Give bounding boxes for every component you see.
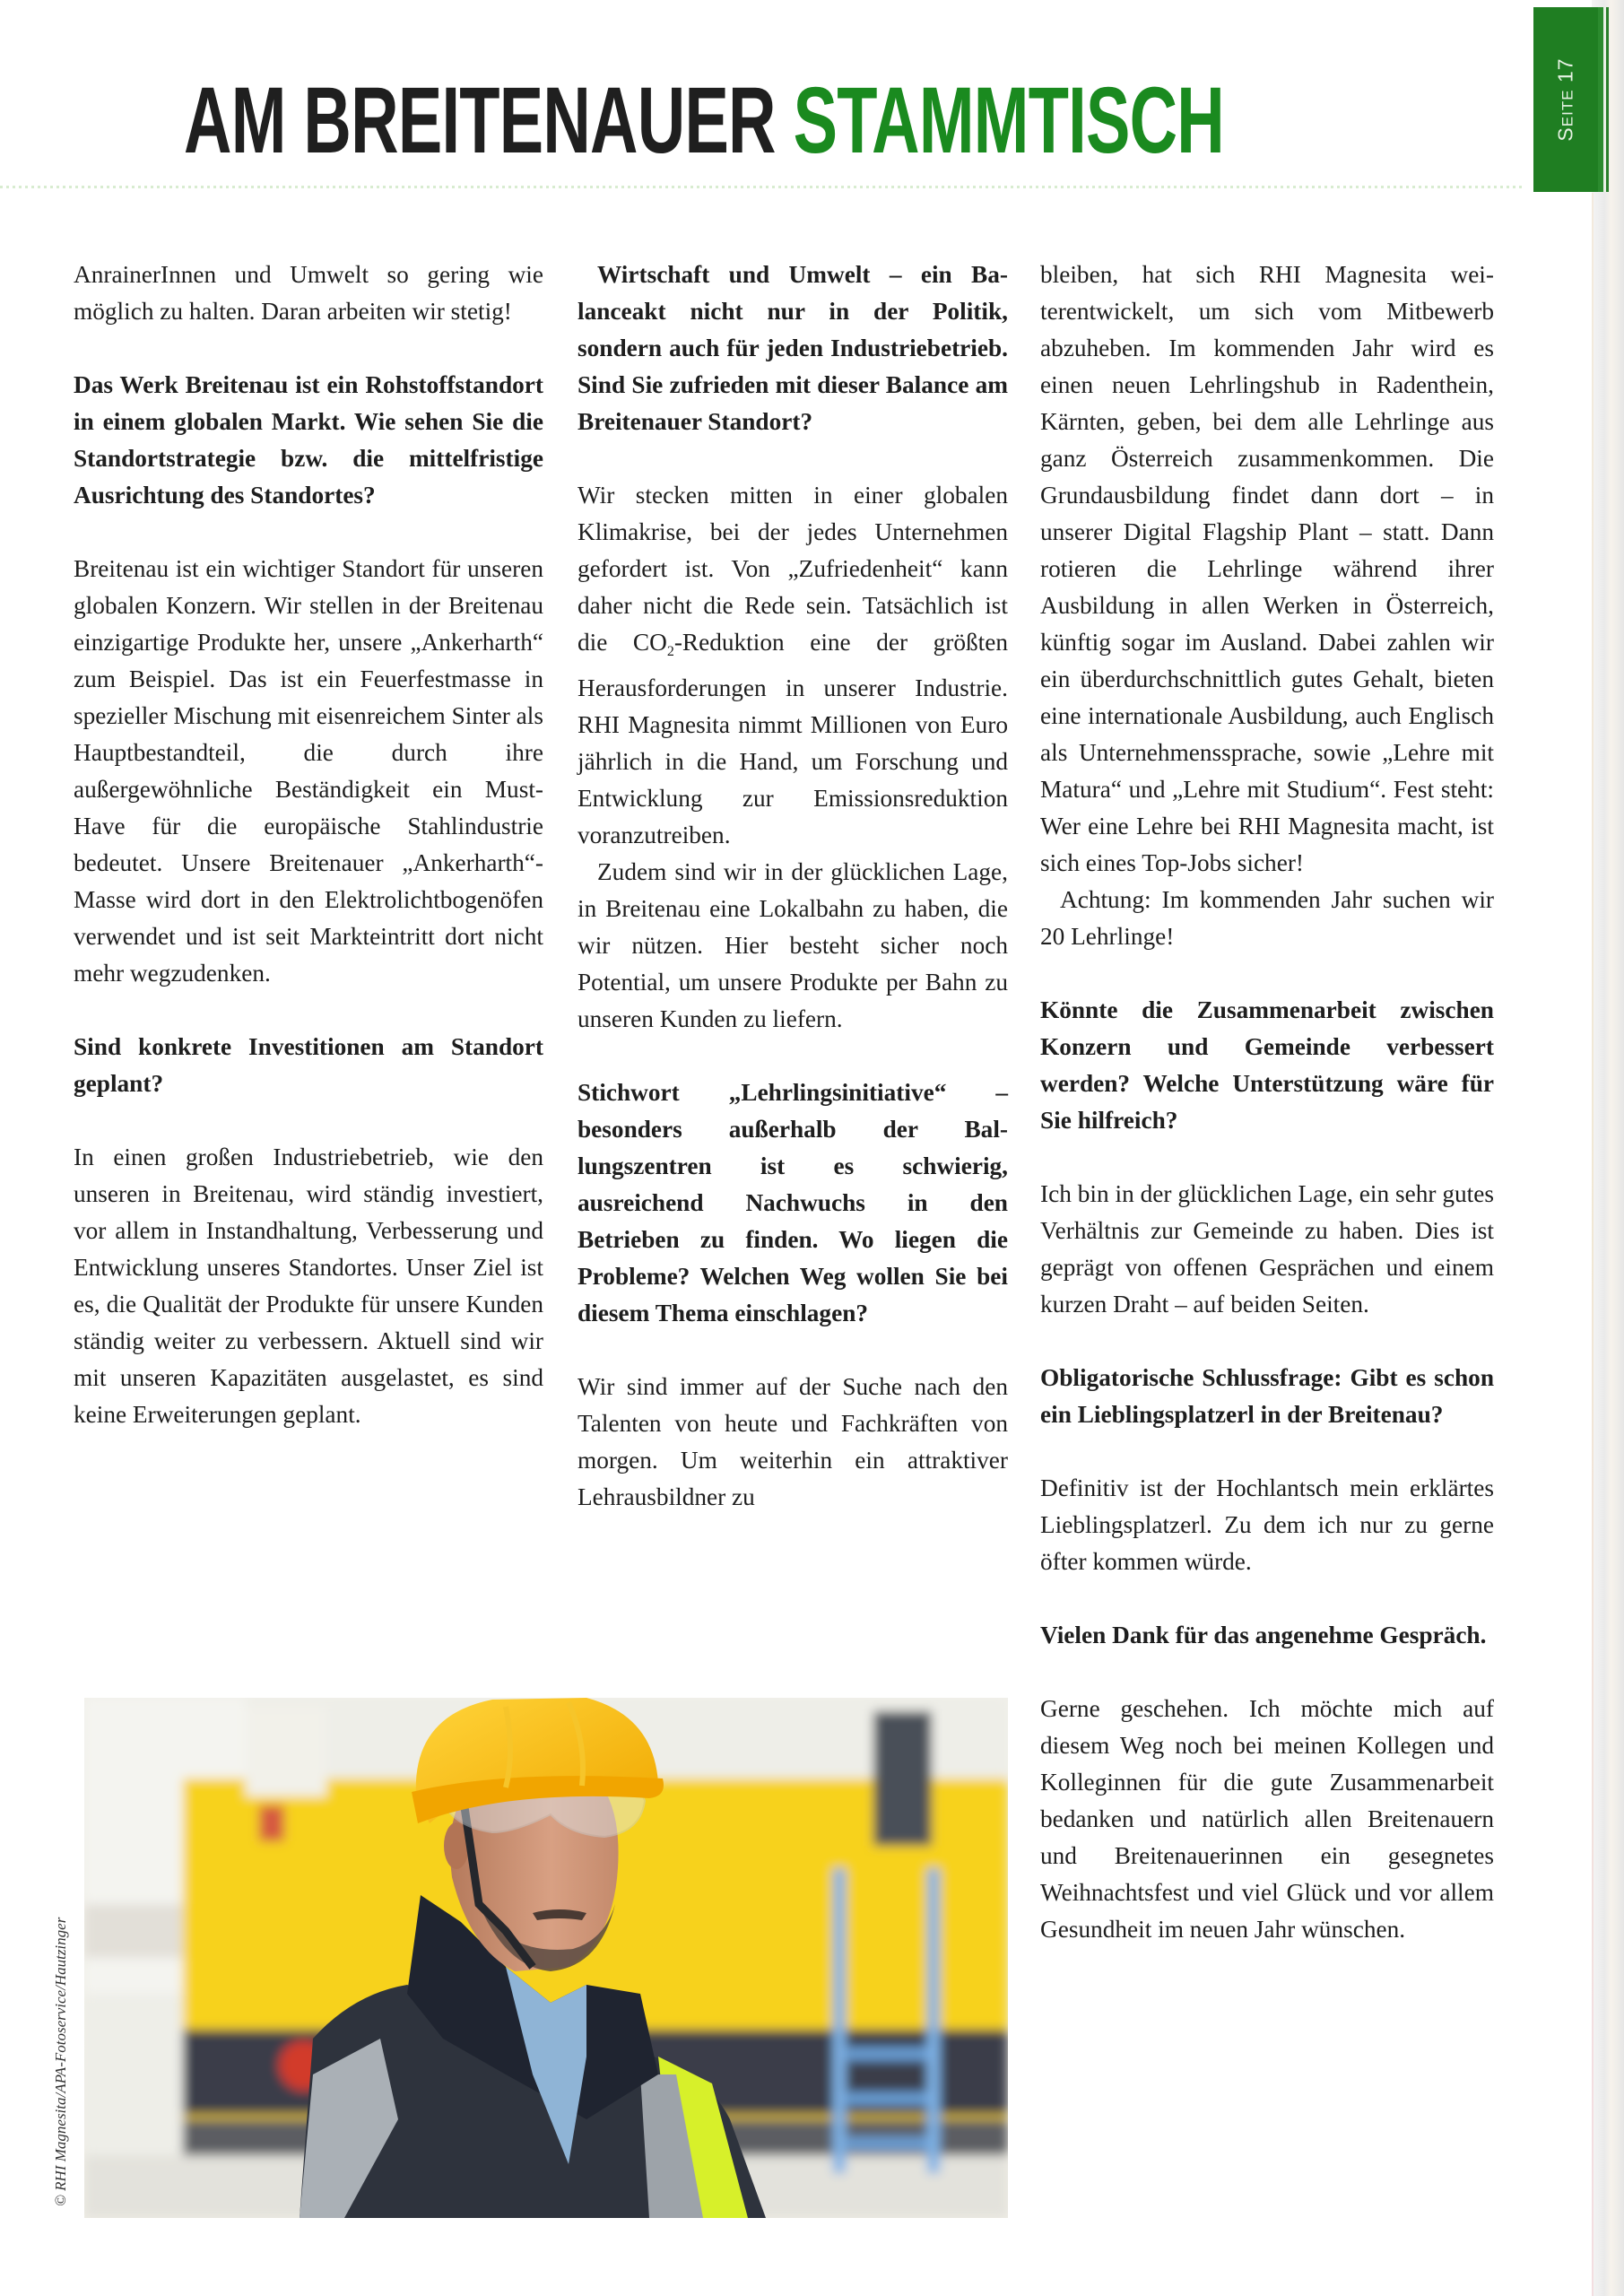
answer-paragraph: Zudem sind wir in der glücklichen Lage, in Breitenau eine Lokalbahn zu haben, die wir nützen. Hier besteht sicher noch Potential, um unsere Produkte per Bahn zu unseren Kunden zu liefern.	[578, 858, 1008, 1032]
page-edge	[1592, 0, 1624, 2296]
answer-paragraph: In einen großen Industriebetrieb, wie den unseren in Breitenau, wird ständig investiert, vor allem in Instandhaltung, Verbesserung und Entwicklung unseres Standortes. Unser Ziel ist es, die Qualität der Produkte für unsere Kunden ständig weiter zu verbessern. Aktuell sind wir mit unseren Kapazitäten ausgelastet, es sind keine Erweiterungen geplant.	[74, 1144, 543, 1428]
interview-question: Sind konkrete Investitionen am Standort geplant?	[74, 1033, 543, 1097]
answer-paragraph: AnrainerInnen und Umwelt so gering wie möglich zu halten. Daran arbeiten wir stetig!	[74, 261, 543, 325]
answer-paragraph: Wir stecken mitten in einer globalen Klimakrise, bei der jedes Unternehmen gefordert ist. Von „Zufriedenheit“ kann daher nicht die Rede sein. Tatsächlich ist die $CO_2$-Reduktion eine der größten Herausforderungen in unserer Industrie. RHI Magnesita nimmt Millionen von Euro jährlich in die Hand, um Forschung und Entwicklung zur Emissionsreduktion voranzutreiben.	[578, 482, 1009, 848]
interview-question: Vielen Dank für das angenehme Gespräch.	[1040, 1622, 1487, 1648]
page-number: 17	[1553, 57, 1577, 83]
article-column-1	[74, 257, 543, 1433]
answer-paragraph: Wir sind immer auf der Suche nach den Talenten von heute und Fachkräften von morgen. Um weiterhin ein attraktiver Lehrausbildner zu	[578, 1373, 1008, 1510]
subscript: 2	[666, 644, 674, 659]
answer-paragraph: bleiben, hat sich RHI Magnesita weiterentwickelt, um sich vom Mitbewerb abzuheben. Im kommenden Jahr wird es einen neuen Lehrlingshub in Radenthein, Kärnten, geben, bei dem alle Lehrlinge aus ganz Österreich zusammenkommen. Die Grundausbildung findet dann dort – in unserer Digital Flagship Plant – statt. Dann rotieren die Lehrlinge während ihrer Ausbildung in allen Werken in Österreich, künftig sogar im Ausland. Dabei zahlen wir ein überdurchschnittlich gutes Gehalt, bieten eine internationale Ausbildung, auch Englisch als Unternehmenssprache, sowie „Lehre mit Matura“ und „Lehre mit Studium“. Fest steht: Wer eine Lehre bei RHI Magnesita macht, ist sich eines Top-Jobs sicher!	[1040, 261, 1494, 876]
article-column-2	[578, 257, 1008, 1516]
title-part-2: STAMMTISCH	[793, 67, 1224, 174]
article-column-3	[1040, 257, 1494, 1948]
interview-question: Das Werk Breitenau ist ein Rohstoffstandort in einem globalen Markt. Wie sehen Sie die Standortstrategie bzw. die mittelfristige Ausrichtung des Standortes?	[74, 371, 543, 509]
answer-paragraph: Ich bin in der glücklichen Lage, ein sehr gutes Verhältnis zur Gemeinde zu haben. Dies ist geprägt von offenen Gesprächen und einem kurzen Draht – auf beiden Seiten.	[1040, 1180, 1494, 1318]
interview-photo	[84, 1698, 1008, 2218]
page-number-label: SEITE 17	[1553, 57, 1577, 142]
page-edge-line	[1592, 193, 1594, 2296]
interview-question: Wirtschaft und Umwelt – ein Balanceakt nicht nur in der Politik, sondern auch für jeden Industriebetrieb. Sind Sie zufrieden mit dieser Balance am Breitenauer Standort?	[578, 261, 1008, 435]
answer-paragraph: Breitenau ist ein wichtiger Standort für unseren globalen Konzern. Wir stellen in der Breitenau einzigartige Produkte her, unsere „Ankerharth“ zum Beispiel. Das ist ein Feuerfestmasse in spezieller Mischung mit eisenreichem Sinter als Hauptbestandteil, die durch ihre außergewöhnliche Beständigkeit ein Must-Have für die europäische Stahlindustrie bedeutet. Unsere Breitenauer „Ankerharth“-Masse wird dort in den Elektrolichtbogenöfen verwendet und ist seit Markteintritt dort nicht mehr wegzudenken.	[74, 555, 543, 987]
page-title	[184, 67, 1224, 174]
header-divider	[0, 186, 1524, 188]
photo-credit: © RHI Magnesita/APA-Fotoservice/Hautzinger	[52, 1917, 69, 2206]
answer-paragraph: Gerne geschehen. Ich möchte mich auf diesem Weg noch bei meinen Kollegen und Kolleginnen für die gute Zusammenarbeit bedanken und natürlich allen Breitenauern und Breitenauerinnen ein gesegnetes Weihnachtsfest und viel Glück und vor allem Gesundheit im neuen Jahr wünschen.	[1040, 1695, 1494, 1943]
title-part-1: AM BREITENAUER	[184, 67, 776, 174]
interview-question: Könnte die Zusammenarbeit zwischen Konzern und Gemeinde verbessert werden? Welche Unterstützung wäre für Sie hilfreich?	[1040, 996, 1494, 1134]
page-number-tab	[1533, 7, 1598, 192]
answer-paragraph: Definitiv ist der Hochlantsch mein erklärtes Lieblingsplatzerl. Zu dem ich nur zu gerne öfter kommen würde.	[1040, 1474, 1494, 1575]
photo-illustration	[84, 1698, 1008, 2218]
answer-paragraph: Achtung: Im kommenden Jahr suchen wir 20 Lehrlinge!	[1040, 886, 1494, 950]
interview-question: Obligatorische Schlussfrage: Gibt es schon ein Lieblingsplatzerl in der Breitenau?	[1040, 1364, 1494, 1428]
interview-question: Stichwort „Lehrlingsinitiative“ – besonders außerhalb der Ballungszentren ist es schwierig, ausreichend Nachwuchs in den Betrieben zu finden. Wo liegen die Probleme? Welchen Weg wollen Sie bei diesem Thema einschlagen?	[578, 1079, 1008, 1326]
